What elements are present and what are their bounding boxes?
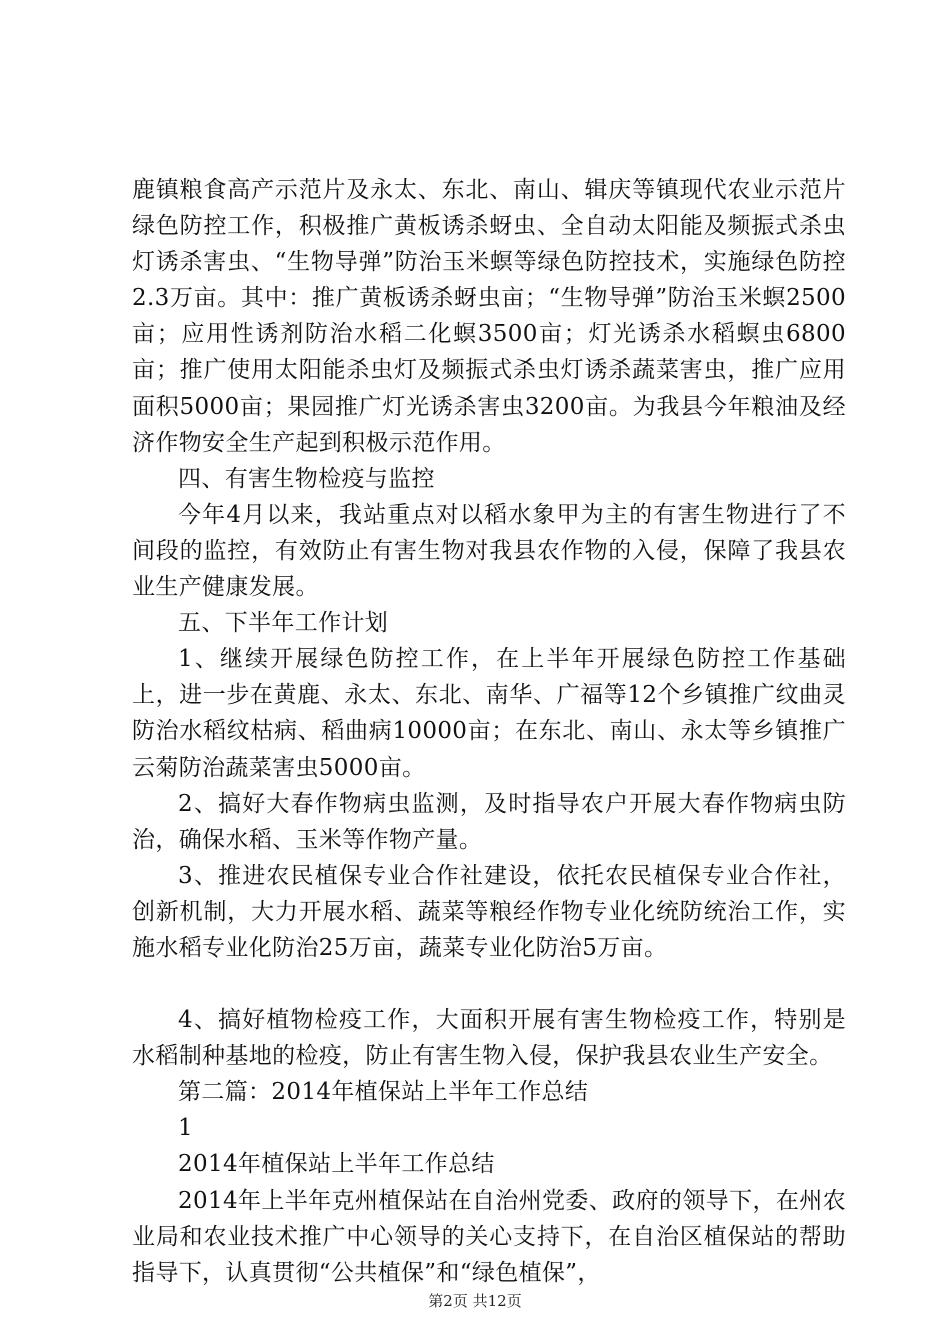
paragraph-pest-monitoring: 今年4月以来，我站重点对以稻水象甲为主的有害生物进行了不间段的监控，有效防止有害生物对我县农作物的入侵，保障了我县农业生产健康发展。 — [132, 501, 846, 601]
plan-item-3: 3、推进农民植保专业合作社建设，依托农民植保专业合作社，创新机制，大力开展水稻、蔬菜等粮经作物专业化统防统治工作，实施水稻专业化防治25万亩，蔬菜专业化防治5万亩。 — [132, 862, 846, 961]
section-heading-second-half-plan: 五、下半年工作计划 — [178, 610, 389, 637]
plan-item-4: 4、搞好植物检疫工作，大面积开展有害生物检疫工作，特别是水稻制种基地的检疫，防止有害生物入侵，保护我县农业生产安全。 — [132, 1007, 846, 1070]
plan-item-1: 1、继续开展绿色防控工作，在上半年开展绿色防控工作基础上，进一步在黄鹿、永太、东北、南华、广福等12个乡镇推广纹曲灵防治水稻纹枯病、稻曲病10000亩；在东北、南山、永太等乡镇推广云菊防治蔬菜害虫5000亩。 — [132, 646, 846, 781]
page-footer: 第2页 共12页 — [428, 1292, 522, 1310]
plan-item-2: 2、搞好大春作物病虫监测，及时指导农户开展大春作物病虫防治，确保水稻、玉米等作物产量。 — [132, 790, 846, 853]
paragraph-green-control: 鹿镇粮食高产示范片及永太、东北、南山、辑庆等镇现代农业示范片绿色防控工作，积极推广黄板诱杀蚜虫、全自动太阳能及频振式杀虫灯诱杀害虫、“生物导弹”防治玉米螟等绿色防控技术，实施绿色防控2.3万亩。其中：推广黄板诱杀蚜虫亩；“生物导弹”防治玉米螟2500亩；应用性诱剂防治水稻二化螟3500亩；灯光诱杀水稻螟虫6800亩；推广使用太阳能杀虫灯及频振式杀虫灯诱杀蔬菜害虫，推广应用面积5000亩；果园推广灯光诱杀害虫3200亩。为我县今年粮油及经济作物安全生产起到积极示范作用。 — [132, 177, 846, 456]
document-body — [132, 172, 846, 1291]
report-title: 2014年植保站上半年工作总结 — [178, 1151, 495, 1178]
chapter-number: 1 — [178, 1115, 193, 1142]
section-heading-pest-quarantine: 四、有害生物检疫与监控 — [178, 465, 435, 492]
paragraph-report-intro: 2014年上半年克州植保站在自治州党委、政府的领导下，在州农业局和农业技术推广中心领导的关心支持下，在自治区植保站的帮助指导下，认真贯彻“公共植保”和“绿色植保”， — [132, 1187, 846, 1286]
chapter-title-second: 第二篇：2014年植保站上半年工作总结 — [178, 1079, 589, 1106]
